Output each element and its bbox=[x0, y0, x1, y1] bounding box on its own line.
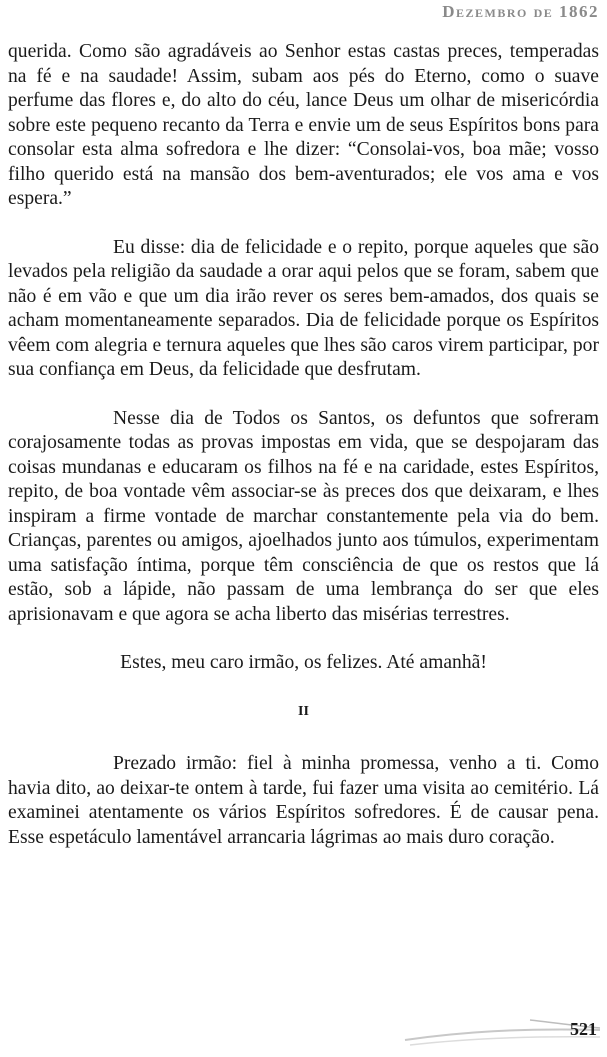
page-body bbox=[8, 40, 599, 874]
section-numeral: II bbox=[298, 703, 309, 719]
closing-line: Estes, meu caro irmão, os felizes. Até amanhã! bbox=[120, 652, 487, 673]
paragraph-5: Prezado irmão: fiel à minha promessa, venho a ti. Como havia dito, ao deixar-te ontem à tarde, fui fazer uma visita ao cemitério. Lá examinei atentamente os vários Espíritos sofredores. É de causar pena. Esse espetáculo lamentável arrancaria lágrimas ao mais duro coração. bbox=[8, 753, 599, 848]
running-header: Dezembro de 1862 bbox=[442, 2, 599, 21]
paragraph-3: Nesse dia de Todos os Santos, os defuntos que sofreram corajosamente todas as provas impostas em vida, que se despojaram das coisas mundanas e educaram os filhos na fé e na caridade, estes Espíritos, repito, de boa vontade vêm associar-se às preces dos que deixaram, e lhes inspiram a firme vontade de marchar constantemente pela via do bem. Crianças, parentes ou amigos, ajoelhados junto aos túmulos, experimentam uma satisfação íntima, porque têm consciência de que os restos que lá estão, sob a lápide, não passam de uma lembrança do ser que eles aprisionavam e que agora se acha liberto das misérias terrestres. bbox=[8, 407, 599, 625]
paragraph-2: Eu disse: dia de felicidade e o repito, porque aqueles que são levados pela religião da saudade a orar aqui pelos que se foram, sabem que não é em vão e que um dia irão rever os seres bem-amados, dos quais se acham momentaneamente separados. Dia de felicidade porque os Espíritos vêem com alegria e ternura aqueles que lhes são caros virem participar, por sua confiança em Deus, da felicidade que desfrutam. bbox=[8, 236, 599, 380]
paragraph-1: querida. Como são agradáveis ao Senhor estas castas preces, temperadas na fé e na saudade! Assim, subam aos pés do Eterno, como o suave perfume das flores e, do alto do céu, lance Deus um olhar de misericórdia sobre este pequeno recanto da Terra e envie um de seus Espíritos bons para consolar esta alma sofredora e lhe dizer: “Consolai-vos, boa mãe; vosso filho querido está na mansão dos bem-aventurados; ele vos ama e vos espera.” bbox=[8, 41, 599, 209]
page-number: 521 bbox=[570, 1019, 597, 1039]
page-footer bbox=[0, 1010, 607, 1057]
